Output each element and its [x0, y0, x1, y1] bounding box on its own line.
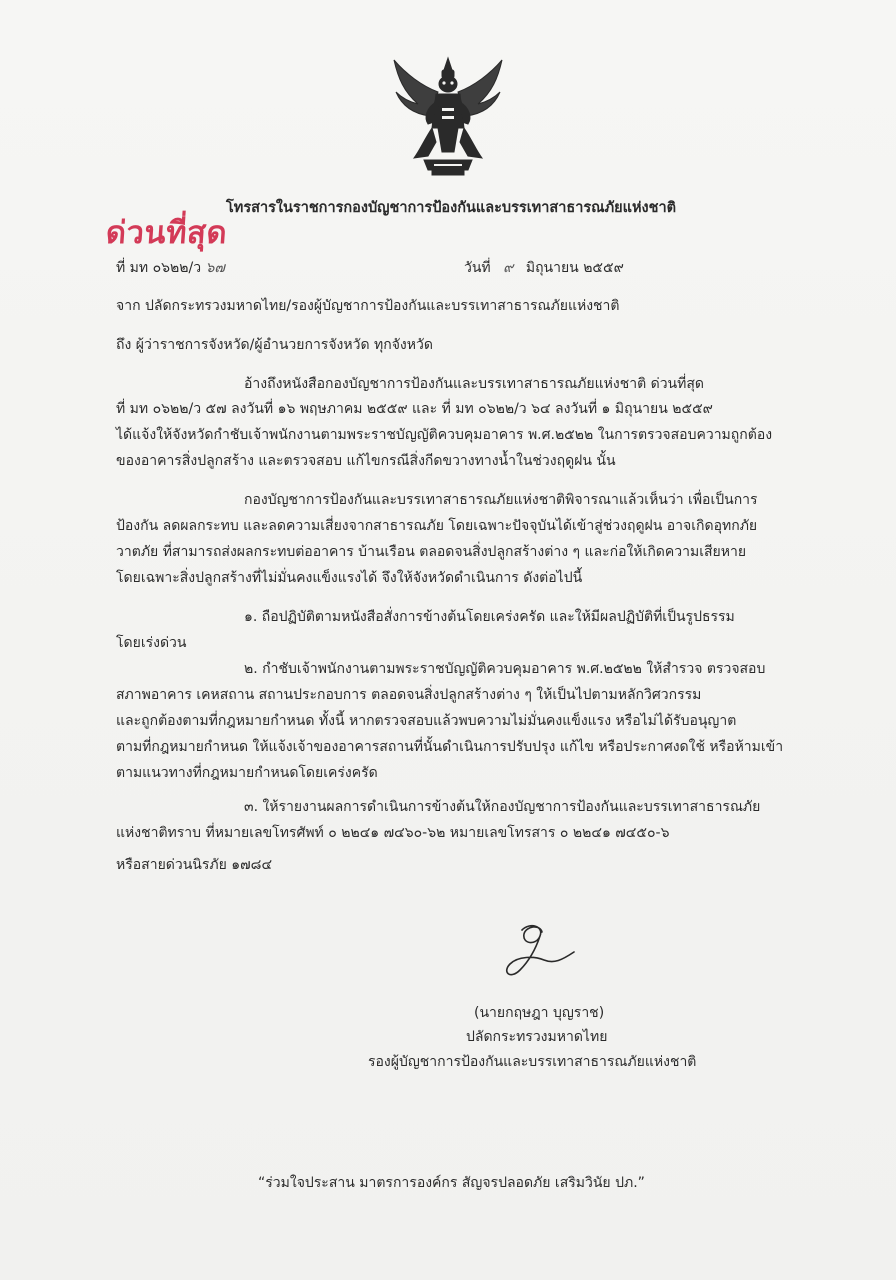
- item2-line-1: ๒. กำชับเจ้าพนักงานตามพระราชบัญญัติควบคุมอาคาร พ.ศ.๒๕๒๒ ให้สำรวจ ตรวจสอบ: [244, 661, 766, 677]
- garuda-emblem-icon: [384, 52, 512, 180]
- p1-line-2: ที่ มท ๐๖๒๒/ว ๕๗ ลงวันที่ ๑๖ พฤษภาคม ๒๕๕๙ และ ที่ มท ๐๖๒๒/ว ๖๔ ลงวันที่ ๑ มิถุนายน ๒๕๕๙: [116, 401, 713, 417]
- p2-line-3: วาตภัย ที่สามารถส่งผลกระทบต่ออาคาร บ้านเรือน ตลอดจนสิ่งปลูกสร้างต่าง ๆ และก่อให้เกิดความเสียหาย: [116, 544, 747, 560]
- item2-line-3: และถูกต้องตามที่กฎหมายกำหนด ทั้งนี้ หากตรวจสอบแล้วพบความไม่มั่นคงแข็งแรง หรือไม่ได้รับอนุญาต: [116, 713, 737, 729]
- p2-line-4: โดยเฉพาะสิ่งปลูกสร้างที่ไม่มั่นคงแข็งแรงได้ จึงให้จังหวัดดำเนินการ ดังต่อไปนี้: [116, 570, 583, 586]
- signer-title-1: ปลัดกระทรวงมหาดไทย: [466, 1029, 608, 1045]
- date-line: [464, 258, 624, 278]
- p2-line-2: ป้องกัน ลดผลกระทบ และลดความเสี่ยงจากสาธารณภัย โดยเฉพาะปัจจุบันได้เข้าสู่ช่วงฤดูฝน อาจเกิดอุทกภัย: [116, 518, 758, 534]
- ref-number: ๖๗: [205, 260, 225, 276]
- date-label: วันที่: [464, 260, 491, 276]
- urgency-stamp: ด่วนที่สุด: [104, 215, 229, 251]
- ref-label: ที่ มท ๐๖๒๒/ว: [116, 260, 202, 276]
- date-day: ๙: [503, 260, 514, 276]
- date-month-year: มิถุนายน ๒๕๕๙: [525, 260, 624, 276]
- item3-line-1: ๓. ให้รายงานผลการดำเนินการข้างต้นให้กองบัญชาการป้องกันและบรรเทาสาธารณภัย: [244, 799, 761, 815]
- item3-line-3: หรือสายด่วนนิรภัย ๑๗๘๔: [116, 857, 273, 873]
- from-line: จาก ปลัดกระทรวงมหาดไทย/รองผู้บัญชาการป้องกันและบรรเทาสาธารณภัยแห่งชาติ: [116, 298, 620, 314]
- p1-line-4: ของอาคารสิ่งปลูกสร้าง และตรวจสอบ แก้ไขกรณีสิ่งกีดขวางทางน้ำในช่วงฤดูฝน นั้น: [116, 453, 616, 469]
- item1-line-1: ๑. ถือปฏิบัติตามหนังสือสั่งการข้างต้นโดยเคร่งครัด และให้มีผลปฏิบัติที่เป็นรูปธรรม: [244, 609, 735, 625]
- to-line: ถึง ผู้ว่าราชการจังหวัด/ผู้อำนวยการจังหวัด ทุกจังหวัด: [116, 337, 433, 353]
- footer-motto: “ร่วมใจประสาน มาตรการองค์กร สัญจรปลอดภัย เสริมวินัย ปภ.”: [258, 1175, 645, 1191]
- signer-name: (นายกฤษฎา บุญราช): [474, 1005, 605, 1021]
- signature-mark: [500, 920, 580, 982]
- p1-line-3: ได้แจ้งให้จังหวัดกำชับเจ้าพนักงานตามพระราชบัญญัติควบคุมอาคาร พ.ศ.๒๕๒๒ ในการตรวจสอบความถูกต้อง: [116, 427, 773, 443]
- item2-line-2: สภาพอาคาร เคหสถาน สถานประกอบการ ตลอดจนสิ่งปลูกสร้างต่าง ๆ ให้เป็นไปตามหลักวิศวกรรม: [116, 687, 702, 703]
- item3-line-2: แห่งชาติทราบ ที่หมายเลขโทรศัพท์ ๐ ๒๒๔๑ ๗๔๖๐-๖๒ หมายเลขโทรสาร ๐ ๒๒๔๑ ๗๔๕๐-๖: [116, 825, 670, 841]
- p1-line-1: อ้างถึงหนังสือกองบัญชาการป้องกันและบรรเทาสาธารณภัยแห่งชาติ ด่วนที่สุด: [244, 376, 704, 392]
- ref-line: [116, 258, 225, 278]
- item2-line-5: ตามแนวทางที่กฎหมายกำหนดโดยเคร่งครัด: [116, 765, 378, 781]
- organization-header: โทรสารในราชการกองบัญชาการป้องกันและบรรเทาสาธารณภัยแห่งชาติ: [226, 200, 677, 216]
- item2-line-4: ตามที่กฎหมายกำหนด ให้แจ้งเจ้าของอาคารสถานที่นั้นดำเนินการปรับปรุง แก้ไข หรือประกาศงดใช้ หรือห้ามเข้า: [116, 739, 784, 755]
- signer-title-2: รองผู้บัญชาการป้องกันและบรรเทาสาธารณภัยแห่งชาติ: [368, 1054, 697, 1070]
- item1-line-2: โดยเร่งด่วน: [116, 635, 187, 651]
- p2-line-1: กองบัญชาการป้องกันและบรรเทาสาธารณภัยแห่งชาติพิจารณาแล้วเห็นว่า เพื่อเป็นการ: [244, 492, 758, 508]
